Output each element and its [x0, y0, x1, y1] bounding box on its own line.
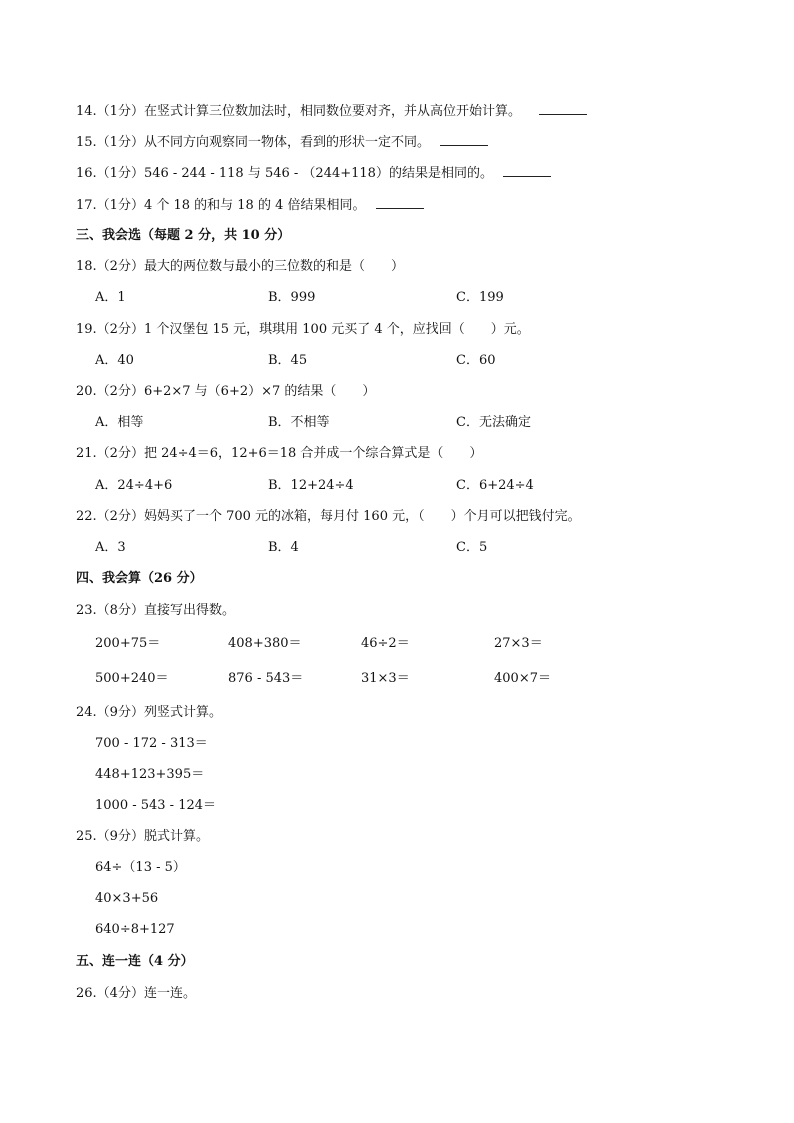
mc-question-22: 22.（2分）妈妈买了一个 700 元的冰箱，每月付 160 元，（ ）个月可以把钱付完。 [76, 509, 581, 524]
option-c[interactable]: C．5 [456, 540, 488, 555]
question-25-title: 25.（9分）脱式计算。 [76, 829, 209, 844]
section-5-heading: 五、连一连（4 分） [76, 954, 194, 969]
section-3-heading: 三、我会选（每题 2 分，共 10 分） [76, 228, 291, 243]
answer-blank[interactable] [539, 103, 587, 115]
option-a[interactable]: A．1 [95, 290, 126, 305]
option-b[interactable]: B．45 [268, 353, 308, 368]
vertical-calc-item: 1000 - 543 - 124＝ [95, 798, 217, 813]
option-a[interactable]: A．3 [95, 540, 126, 555]
oral-calc-item: 46÷2＝ [361, 636, 410, 651]
answer-blank[interactable] [440, 134, 488, 146]
section-4-heading: 四、我会算（26 分） [76, 571, 203, 586]
mc-question-18: 18.（2分）最大的两位数与最小的三位数的和是（ ） [76, 259, 404, 274]
oral-calc-item: 400×7＝ [494, 671, 551, 686]
stepwise-calc-item: 64÷（13 - 5） [95, 860, 186, 875]
mc-question-21: 21.（2分）把 24÷4＝6，12+6＝18 合并成一个综合算式是（ ） [76, 446, 483, 461]
oral-calc-item: 408+380＝ [228, 636, 302, 651]
option-c[interactable]: C．199 [456, 290, 504, 305]
stepwise-calc-item: 640÷8+127 [95, 922, 175, 937]
oral-calc-item: 31×3＝ [361, 671, 410, 686]
stepwise-calc-item: 40×3+56 [95, 891, 159, 906]
option-b[interactable]: B．999 [268, 290, 316, 305]
option-b[interactable]: B．12+24÷4 [268, 478, 354, 493]
vertical-calc-item: 448+123+395＝ [95, 767, 205, 782]
answer-blank[interactable] [503, 165, 551, 177]
option-b[interactable]: B．不相等 [268, 415, 330, 430]
option-a[interactable]: A．相等 [95, 415, 144, 430]
option-c[interactable]: C．无法确定 [456, 415, 531, 430]
oral-calc-item: 500+240＝ [95, 671, 169, 686]
vertical-calc-item: 700 - 172 - 313＝ [95, 736, 208, 751]
option-c[interactable]: C．60 [456, 353, 496, 368]
oral-calc-item: 27×3＝ [494, 636, 543, 651]
question-24-title: 24.（9分）列竖式计算。 [76, 705, 222, 720]
tf-question-text: 16.（1分）546 - 244 - 118 与 546 - （244+118）的结果是相同的。 [76, 166, 493, 181]
tf-question-text: 14.（1分）在竖式计算三位数加法时，相同数位要对齐，并从高位开始计算。 [76, 104, 521, 119]
oral-calc-item: 876 - 543＝ [228, 671, 304, 686]
question-26-title: 26.（4分）连一连。 [76, 986, 196, 1001]
question-23-title: 23.（8分）直接写出得数。 [76, 603, 235, 618]
tf-question-15 [76, 134, 488, 151]
mc-question-19: 19.（2分）1 个汉堡包 15 元，琪琪用 100 元买了 4 个，应找回（ ）元。 [76, 322, 530, 337]
tf-question-17 [76, 197, 424, 214]
oral-calc-item: 200+75＝ [95, 636, 161, 651]
option-c[interactable]: C．6+24÷4 [456, 478, 534, 493]
tf-question-14 [76, 103, 587, 120]
option-a[interactable]: A．40 [95, 353, 134, 368]
tf-question-16 [76, 165, 551, 182]
answer-blank[interactable] [376, 197, 424, 209]
mc-question-20: 20.（2分）6+2×7 与（6+2）×7 的结果（ ） [76, 384, 376, 399]
tf-question-text: 17.（1分）4 个 18 的和与 18 的 4 倍结果相同。 [76, 198, 366, 213]
tf-question-text: 15.（1分）从不同方向观察同一物体，看到的形状一定不同。 [76, 135, 430, 150]
option-b[interactable]: B．4 [268, 540, 299, 555]
option-a[interactable]: A．24÷4+6 [95, 478, 173, 493]
